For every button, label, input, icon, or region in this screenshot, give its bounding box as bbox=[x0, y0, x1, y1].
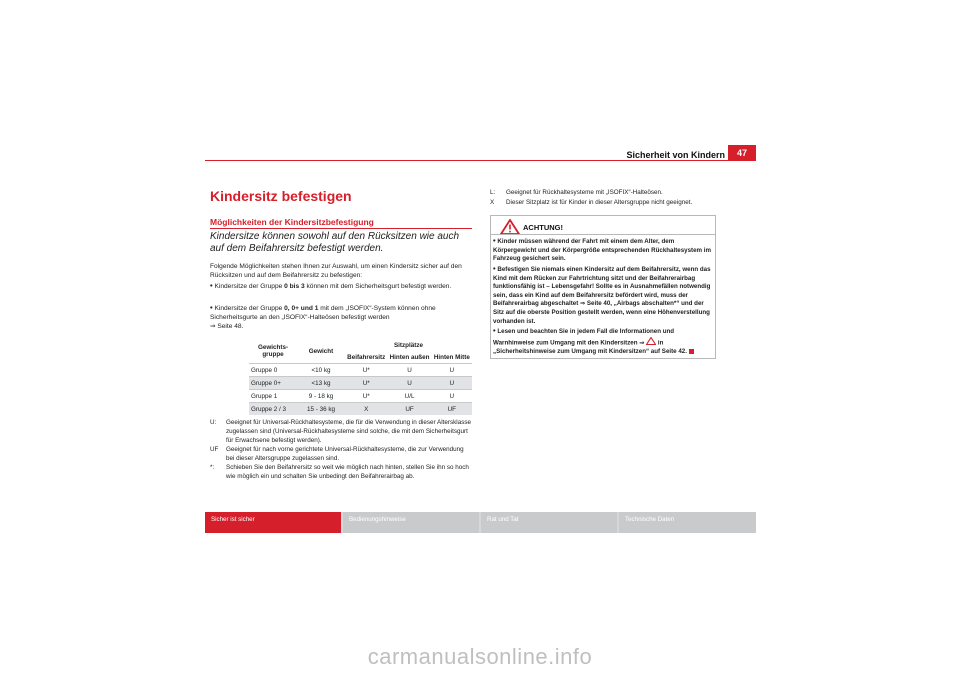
footer-tab-rat[interactable]: Rat und Tat bbox=[481, 512, 617, 533]
cell-rear-middle: U bbox=[432, 377, 472, 390]
subsection-divider bbox=[210, 228, 472, 229]
table-row bbox=[249, 364, 472, 377]
footer-tab-technische-daten[interactable]: Technische Daten bbox=[619, 512, 756, 533]
cell-rear-outer: UF bbox=[387, 403, 431, 416]
note-text: Geeignet für nach vorne gerichtete Universal-Rückhaltesysteme, die zur Verwendung bei dieser Altersgruppe zugelassen sind. bbox=[226, 446, 464, 462]
bullet-dot-icon: • bbox=[493, 326, 496, 335]
note-text: Dieser Sitzplatz ist für Kinder in dieser Altersgruppe nicht geeignet. bbox=[506, 199, 693, 206]
note-key: L: bbox=[490, 189, 496, 196]
header-divider bbox=[205, 160, 756, 161]
cell-rear-middle: U bbox=[432, 390, 472, 403]
cell-weight: 15 - 36 kg bbox=[297, 403, 345, 416]
warning-title: ACHTUNG! bbox=[523, 223, 563, 232]
cell-weight: <13 kg bbox=[297, 377, 345, 390]
bullet-item-1: • Kindersitze der Gruppe 0 bis 3 können mit dem Sicherheitsgurt befestigt werden. bbox=[210, 281, 452, 290]
column-header-weight: Gewicht bbox=[308, 347, 334, 355]
column-header-group: Gewichts-gruppe bbox=[257, 344, 289, 358]
bullet-item-2: • Kindersitze der Gruppe 0, 0+ und 1 mit dem „ISOFIX“-System können ohne Sicherheitsgurte an den „ISOFIX“-Halteösen befestigt werden ⇒ Seite 48. bbox=[210, 303, 436, 331]
cell-group: Gruppe 0 bbox=[249, 364, 297, 377]
cell-rear-outer: U/L bbox=[387, 390, 431, 403]
cell-passenger: X bbox=[345, 403, 387, 416]
page-number: 47 bbox=[728, 145, 756, 161]
cell-group: Gruppe 2 / 3 bbox=[249, 403, 297, 416]
column-header-passenger: Beifahrersitz bbox=[347, 353, 386, 361]
note-key: X bbox=[490, 199, 495, 206]
cell-group: Gruppe 1 bbox=[249, 390, 297, 403]
cell-passenger: U* bbox=[345, 364, 387, 377]
table-row bbox=[249, 377, 472, 390]
subsection-title: Möglichkeiten der Kindersitzbefestigung bbox=[210, 217, 374, 227]
note-key: U: bbox=[210, 419, 217, 426]
note-key: UF bbox=[210, 446, 219, 453]
note-key: *: bbox=[210, 464, 215, 471]
warning-triangle-icon bbox=[646, 337, 656, 349]
section-title: Kindersitz befestigen bbox=[210, 188, 352, 204]
table-row bbox=[249, 390, 472, 403]
page-header-title: Sicherheit von Kindern bbox=[626, 150, 725, 160]
cell-rear-middle: UF bbox=[432, 403, 472, 416]
cell-passenger: U* bbox=[345, 377, 387, 390]
note-l bbox=[490, 189, 716, 198]
cell-weight: <10 kg bbox=[297, 364, 345, 377]
cell-weight: 9 - 18 kg bbox=[297, 390, 345, 403]
warning-divider bbox=[490, 234, 716, 235]
cell-rear-middle: U bbox=[432, 364, 472, 377]
note-text: Geeignet für Rückhaltesysteme mit „ISOFIX“-Halteösen. bbox=[506, 189, 663, 196]
warning-item-1: • Kinder müssen während der Fahrt mit einem dem Alter, dem Körpergewicht und der Körpergröße entsprechenden Rückhaltesystem im Fahrzeug gesichert sein. bbox=[493, 236, 711, 263]
bullet-dot-icon: • bbox=[210, 281, 213, 290]
table-row bbox=[249, 403, 472, 416]
warning-item-3: • Lesen und beachten Sie in jedem Fall die Informationen und Warnhinweise zum Umgang mit den Kindersitzen ⇒ in „Sicherheitshinweise zum Umgang mit Kindersitzen“ auf Seite 42. bbox=[493, 327, 713, 357]
footer-tab-bedienung[interactable]: Bedienungshinweise bbox=[343, 512, 479, 533]
bullet-dot-icon: • bbox=[493, 236, 496, 245]
bullet-dot-icon: • bbox=[210, 303, 213, 312]
child-seat-table bbox=[249, 339, 472, 415]
footer-tab-sicher[interactable]: Sicher ist sicher bbox=[205, 512, 341, 533]
note-text: Schieben Sie den Beifahrersitz so weit wie möglich nach hinten, stellen Sie ihn so hoch wie möglich ein und schalten Sie unbedingt den Beifahrerairbag ab. bbox=[226, 464, 469, 480]
cell-group: Gruppe 0+ bbox=[249, 377, 297, 390]
cell-passenger: U* bbox=[345, 390, 387, 403]
note-uf bbox=[210, 446, 472, 464]
intro-paragraph: Folgende Möglichkeiten stehen Ihnen zur Auswahl, um einen Kindersitz sicher auf den Rücksitzen und auf dem Beifahrersitz zu befestigen: bbox=[210, 263, 462, 280]
cell-rear-outer: U bbox=[387, 364, 431, 377]
lead-paragraph: Kindersitze können sowohl auf den Rücksitzen wie auch auf dem Beifahrersitz befestigt werden. bbox=[210, 231, 460, 254]
cell-rear-outer: U bbox=[387, 377, 431, 390]
column-header-rear-middle: Hinten Mitte bbox=[433, 353, 470, 361]
page-reference-link[interactable]: ⇒ Seite 48. bbox=[210, 323, 244, 331]
column-header-rear-outer: Hinten außen bbox=[389, 353, 430, 361]
column-header-seats: Sitzplätze bbox=[393, 341, 424, 349]
bullet-dot-icon: • bbox=[493, 264, 496, 273]
note-text: Geeignet für Universal-Rückhaltesysteme, die für die Verwendung in dieser Altersklasse zugelassen sind (Universal-Rückhaltesysteme sind solche, die mit dem Sicherheitsgurt für Erwachsene befestigt werden). bbox=[226, 419, 472, 444]
end-marker-icon bbox=[689, 349, 694, 354]
note-x bbox=[490, 199, 716, 208]
warning-item-2: • Befestigen Sie niemals einen Kindersitz auf dem Beifahrersitz, wenn das Kind mit dem Rücken zur Fahrtrichtung sitzt und der Beifahrerairbag funktionsfähig ist – Lebensgefahr! Sollte es in Ausnahmefällen notwendig sein, dass ein Kind auf dem Beifahrersitz befördert wird, muss der Beifahrerairbag abgeschaltet ⇒ Seite 40, „Airbags abschalten*“ und der Sitz auf die oberste Position gestellt werden, wenn eine Höhenverstellung vorhanden ist. bbox=[493, 264, 711, 325]
note-star bbox=[210, 464, 472, 491]
watermark-text: carmanualsonline.info bbox=[367, 644, 593, 669]
note-u bbox=[210, 419, 472, 446]
